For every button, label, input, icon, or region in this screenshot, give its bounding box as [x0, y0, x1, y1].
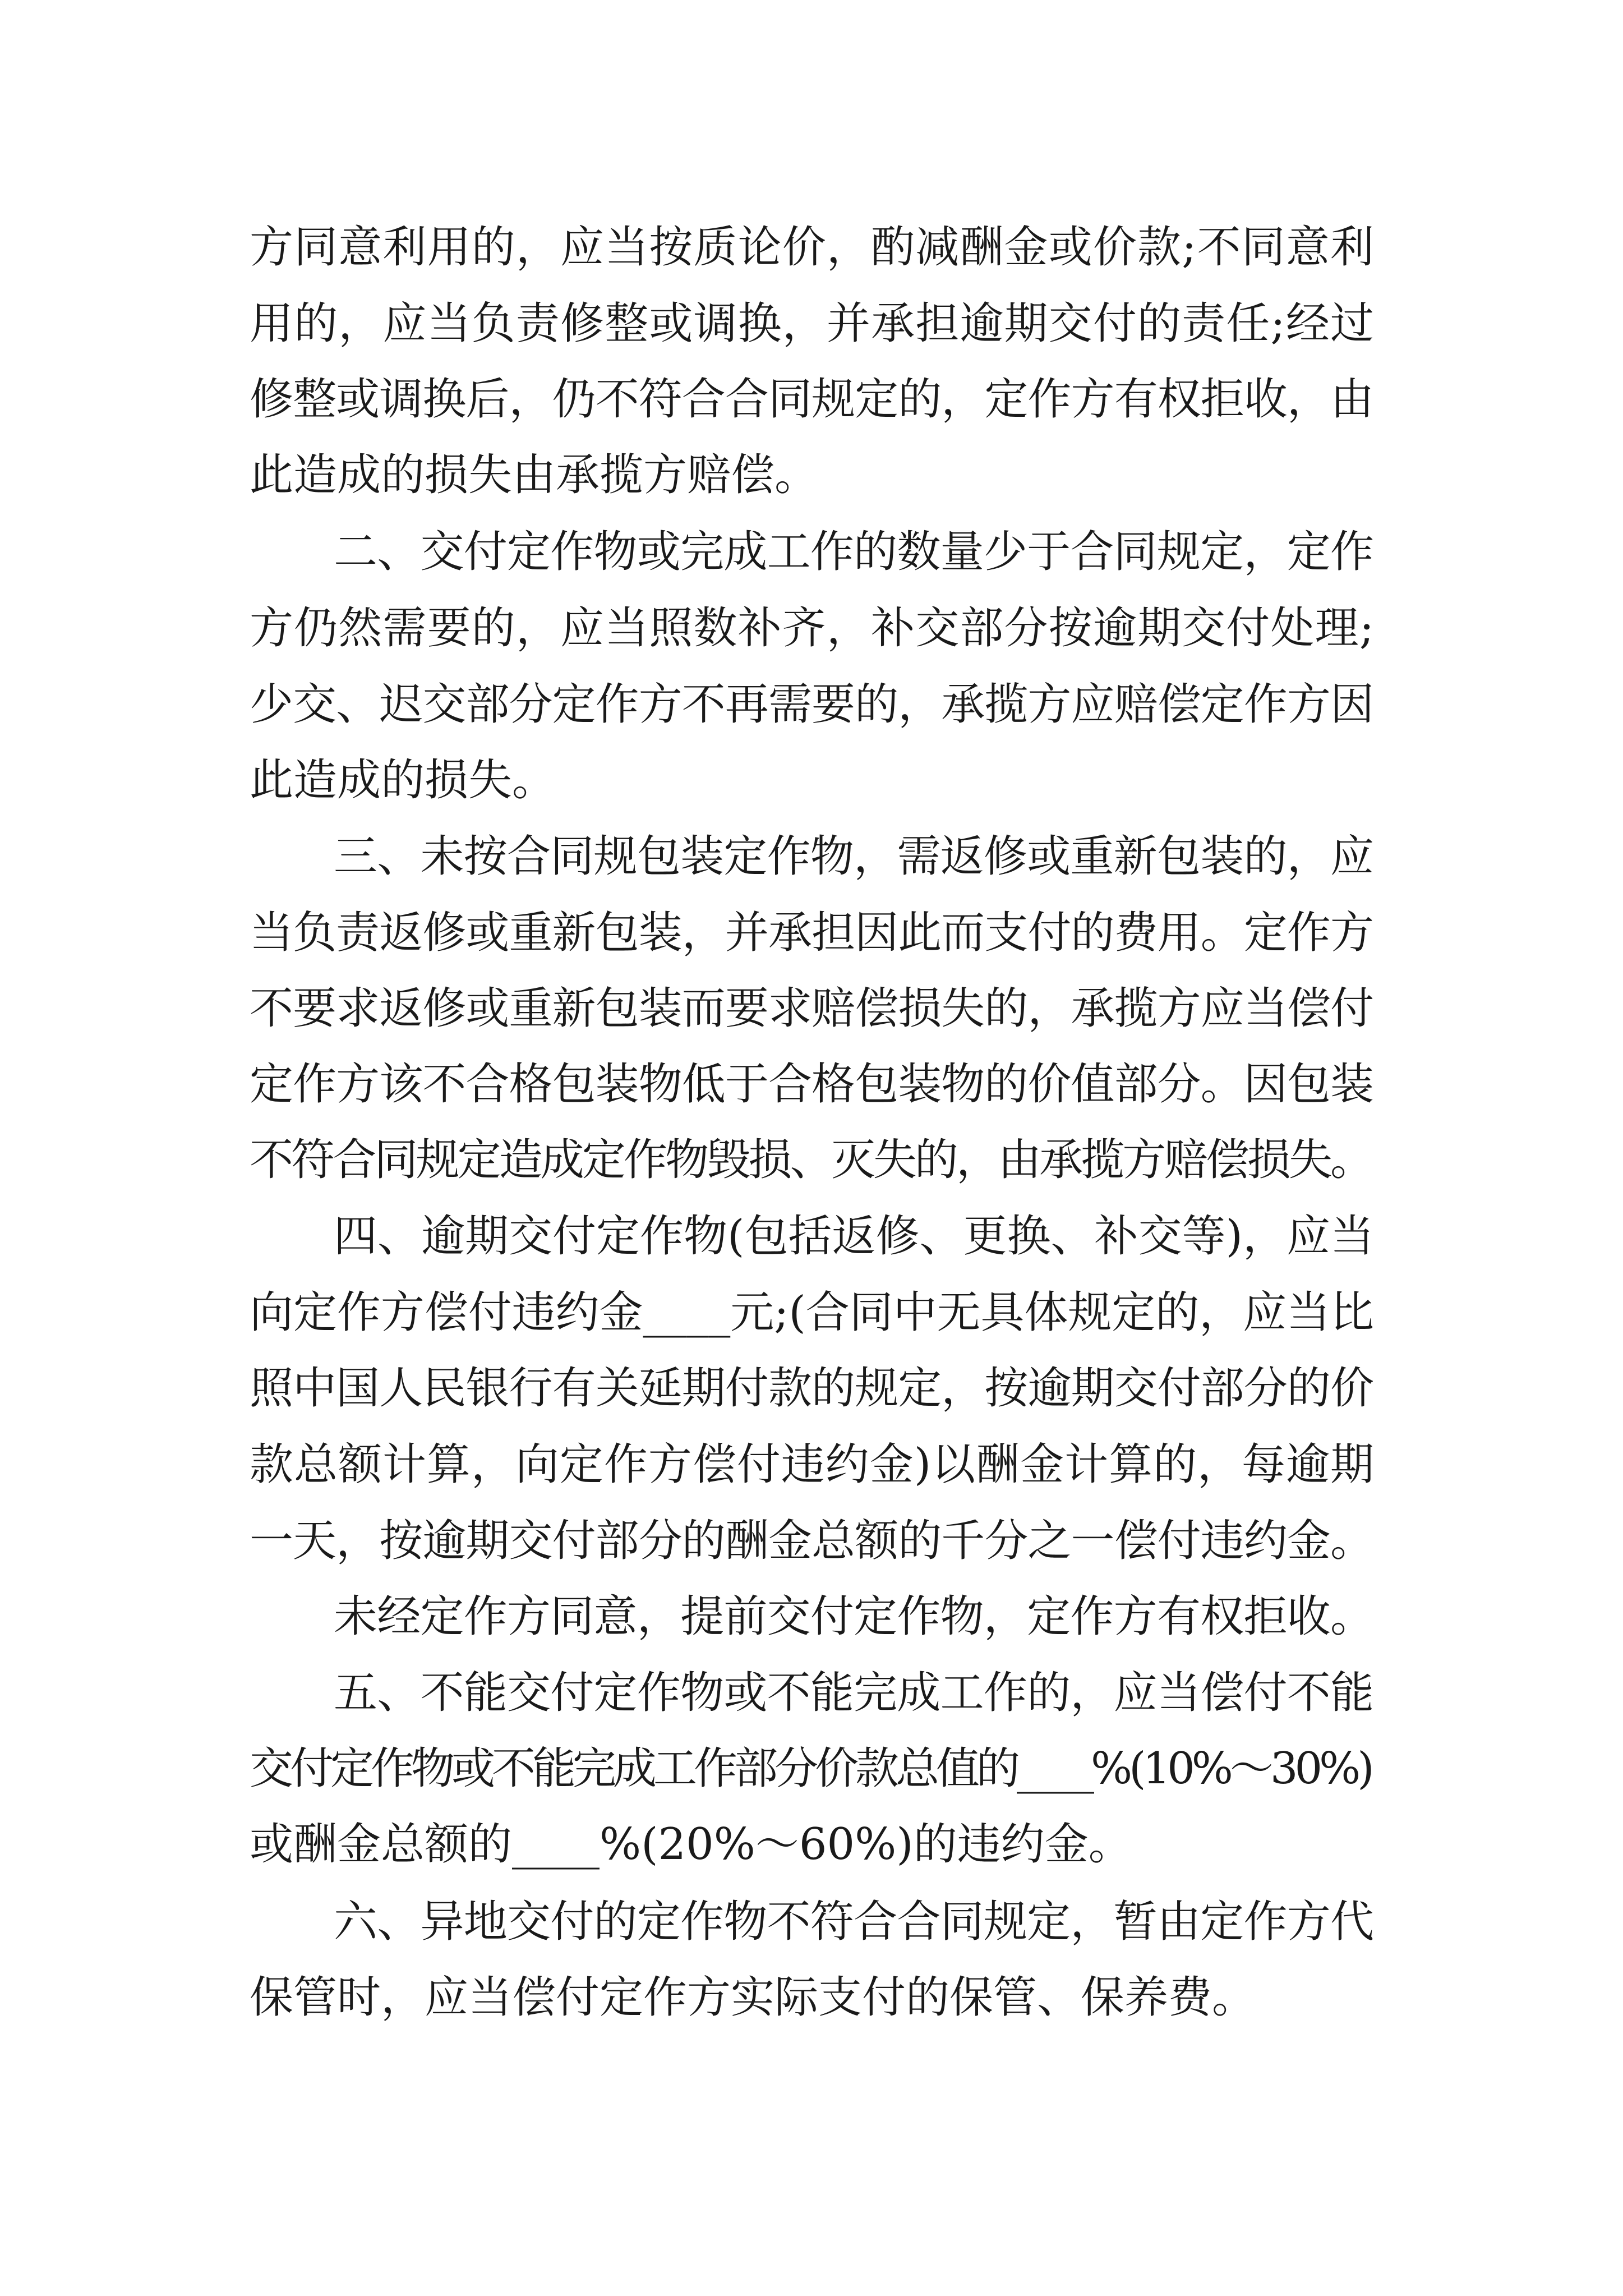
text-line — [0, 1349, 1623, 1428]
line-text: 修整或调换后，仍不符合合同规定的，定作方有权拒收，由 — [250, 374, 1374, 425]
text-line — [0, 1577, 1623, 1657]
text-line — [0, 1882, 1623, 1962]
line-text: 交付定作物或不能完成工作部分价款总值的____%(10%～30%) — [250, 1743, 1371, 1794]
line-text: 一天，按逾期交付部分的酬金总额的千分之一偿付违约金。 — [250, 1516, 1374, 1566]
text-line — [0, 588, 1623, 668]
line-text: 当负责返修或重新包装，并承担因此而支付的费用。定作方 — [250, 908, 1374, 958]
line-text: 未经定作方同意，提前交付定作物，定作方有权拒收。 — [334, 1591, 1374, 1642]
text-line — [0, 1045, 1623, 1124]
line-text: 方仍然需要的，应当照数补齐，补交部分按逾期交付处理; — [250, 603, 1375, 654]
line-text: 不要求返修或重新包装而要求赔偿损失的，承揽方应当偿付 — [250, 983, 1374, 1034]
line-text: 向定作方偿付违约金____元;(合同中无具体规定的，应当比 — [250, 1287, 1374, 1338]
line-text: 四、逾期交付定作物(包括返修、更换、补交等)，应当 — [334, 1211, 1374, 1262]
text-line — [0, 1501, 1623, 1581]
text-line — [0, 740, 1623, 820]
text-line — [0, 360, 1623, 439]
line-text: 保管时，应当偿付定作方实际支付的保管、保养费。 — [250, 1972, 1256, 2023]
text-line — [0, 1425, 1623, 1504]
text-line — [0, 1729, 1623, 1809]
line-text: 二、交付定作物或完成工作的数量少于合同规定，定作 — [334, 527, 1374, 577]
line-text: 三、未按合同规包装定作物，需返修或重新包装的，应 — [334, 831, 1374, 882]
text-line — [0, 1805, 1623, 1884]
line-text: 用的，应当负责修整或调换，并承担逾期交付的责任;经过 — [250, 298, 1375, 349]
text-line — [0, 435, 1623, 515]
text-line — [0, 1197, 1623, 1276]
line-text: 此造成的损失。 — [250, 755, 556, 806]
line-text: 五、不能交付定作物或不能完成工作的，应当偿付不能 — [334, 1668, 1374, 1718]
line-text: 款总额计算，向定作方偿付违约金)以酬金计算的，每逾期 — [250, 1439, 1375, 1490]
text-line — [0, 665, 1623, 744]
line-text: 定作方该不合格包装物低于合格包装物的价值部分。因包装 — [250, 1059, 1374, 1110]
line-text: 或酬金总额的____%(20%～60%)的违约金。 — [250, 1819, 1132, 1870]
text-line — [0, 1120, 1623, 1200]
text-line — [0, 969, 1623, 1048]
line-text: 照中国人民银行有关延期付款的规定，按逾期交付部分的价 — [250, 1363, 1374, 1414]
text-line — [0, 817, 1623, 896]
line-text: 六、异地交付的定作物不符合合同规定，暂由定作方代 — [334, 1897, 1374, 1947]
line-text: 少交、迟交部分定作方不再需要的，承揽方应赔偿定作方因 — [250, 679, 1374, 730]
text-line — [0, 284, 1623, 364]
text-line — [0, 512, 1623, 592]
text-line — [0, 208, 1623, 287]
text-line — [0, 1653, 1623, 1733]
text-line — [0, 893, 1623, 973]
line-text: 此造成的损失由承揽方赔偿。 — [250, 450, 819, 500]
line-text: 方同意利用的，应当按质论价，酌减酬金或价款;不同意利 — [250, 222, 1375, 273]
text-line — [0, 1273, 1623, 1352]
line-text: 不符合同规定造成定作物毁损、灭失的，由承揽方赔偿损失。 — [250, 1135, 1372, 1185]
text-line — [0, 1958, 1623, 2037]
